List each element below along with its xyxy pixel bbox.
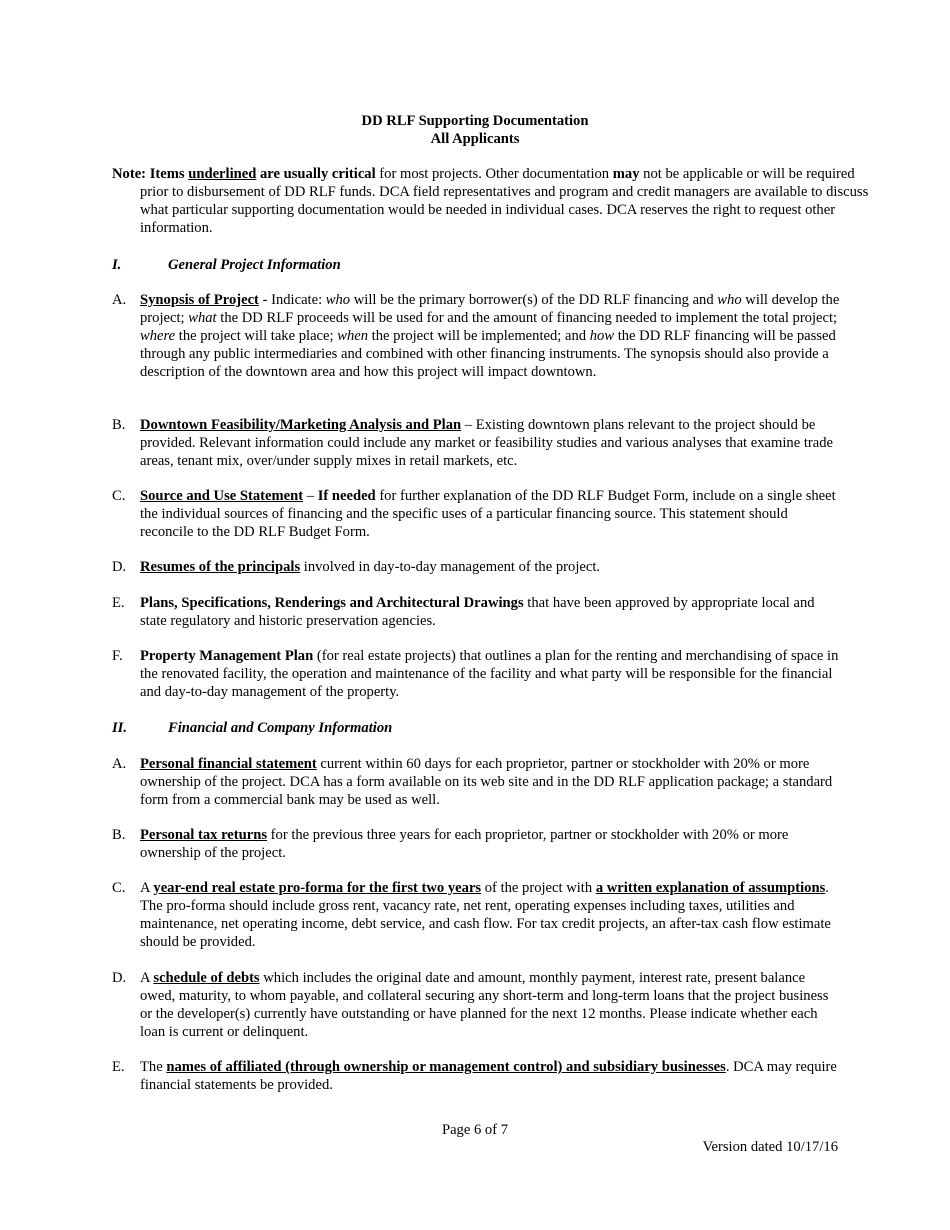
- item-heading: names of affiliated (through ownership or management control) and subsidiary businesses: [166, 1059, 726, 1075]
- item-heading-secondary: a written explanation of assumptions: [595, 880, 826, 896]
- note-may: may: [612, 166, 640, 182]
- list-item: B. Personal tax returns for the previous three years for each proprietor, partner or stockholder with 20% or more ownership of the project.: [112, 827, 789, 861]
- list-item: F. Property Management Plan (for real estate projects) that outlines a plan for the renting and merchandising of space in the renovated facility, the operation and maintenance of the facility and what party will be responsible for the financial and day-to-day management of the property.: [112, 648, 839, 700]
- section-heading-financial: II. Financial and Company Information: [112, 720, 393, 736]
- item-heading: Plans, Specifications, Renderings and Architectural Drawings: [140, 595, 524, 611]
- document-subtitle: All Applicants: [430, 131, 520, 147]
- item-heading: Downtown Feasibility/Marketing Analysis and Plan: [140, 417, 462, 433]
- note-items: Items: [149, 166, 185, 182]
- document-title: DD RLF Supporting Documentation: [361, 113, 589, 129]
- section-heading-general: I. General Project Information: [112, 257, 341, 273]
- item-heading: Source and Use Statement: [140, 488, 304, 504]
- item-heading: Synopsis of Project: [140, 292, 259, 308]
- item-heading: schedule of debts: [153, 970, 260, 986]
- version-date: Version dated 10/17/16: [702, 1139, 838, 1155]
- item-heading: Property Management Plan: [140, 648, 314, 664]
- list-item: E. Plans, Specifications, Renderings and Architectural Drawings that have been approved by appropriate local and state regulatory and historic preservation agencies.: [112, 595, 815, 629]
- note-label: Note:: [112, 166, 147, 182]
- page-number: Page 6 of 7: [441, 1122, 509, 1138]
- note-paragraph: Note: Items underlined are usually critical for most projects. Other documentation may not be applicable or will be required prior to disbursement of DD RLF funds. DCA field representatives and program and credit managers are available to discuss what particular supporting documentation would be needed in individual cases. DCA reserves the right to request other information.: [112, 166, 869, 236]
- item-heading: Personal financial statement: [140, 756, 317, 772]
- item-heading: Resumes of the principals: [140, 559, 301, 575]
- list-item: C. A year-end real estate pro-forma for the first two years of the project with a written explanation of assumptions. The pro-forma should include gross rent, vacancy rate, net rent, operating expenses including taxes, utilities and maintenance, net operating income, debt service, and cash flow. For tax credit projects, an after-tax cash flow estimate should be provided.: [112, 880, 831, 950]
- list-item: A. Synopsis of Project - Indicate: who will be the primary borrower(s) of the DD RLF financing and who will develop the project; what the DD RLF proceeds will be used for and the amount of financing needed to implement the total project; where the project will take place; when the project will be implemented; and how the DD RLF financing will be passed through any public intermediaries and combined with other financing instruments. The synopsis should also provide a description of the downtown area and how this project will impact downtown.: [112, 292, 840, 380]
- list-item: D. A schedule of debts which includes the original date and amount, monthly payment, interest rate, present balance owed, maturity, to whom payable, and collateral securing any short-term and long-term loans that the project business or the developer(s) currently have outstanding or have planned for the next 12 months. Please indicate whether each loan is current or delinquent.: [112, 970, 829, 1040]
- list-item: C. Source and Use Statement – If needed for further explanation of the DD RLF Budget Form, include on a single sheet the individual sources of financing and the specific uses of a particular financing source. This statement should reconcile to the DD RLF Budget Form.: [112, 488, 836, 540]
- item-heading: Personal tax returns: [140, 827, 268, 843]
- list-item: A. Personal financial statement current within 60 days for each proprietor, partner or stockholder with 20% or more ownership of the project. DCA has a form available on its web site and in the DD RLF application package; a standard form from a commercial bank may be used as well.: [112, 756, 833, 808]
- list-item: D. Resumes of the principals involved in day-to-day management of the project.: [112, 559, 601, 575]
- note-critical: are usually critical: [260, 166, 376, 182]
- list-item: B. Downtown Feasibility/Marketing Analysis and Plan – Existing downtown plans relevant to the project should be provided. Relevant information could include any market or feasibility studies and various analyses that examine trade areas, tenant mix, over/under supply mixes in retail markets, etc.: [112, 417, 833, 469]
- note-underlined: underlined: [188, 166, 257, 182]
- list-item: E. The names of affiliated (through ownership or management control) and subsidiary businesses. DCA may require financial statements be provided.: [112, 1059, 837, 1093]
- item-heading: year-end real estate pro-forma for the first two years: [153, 880, 482, 896]
